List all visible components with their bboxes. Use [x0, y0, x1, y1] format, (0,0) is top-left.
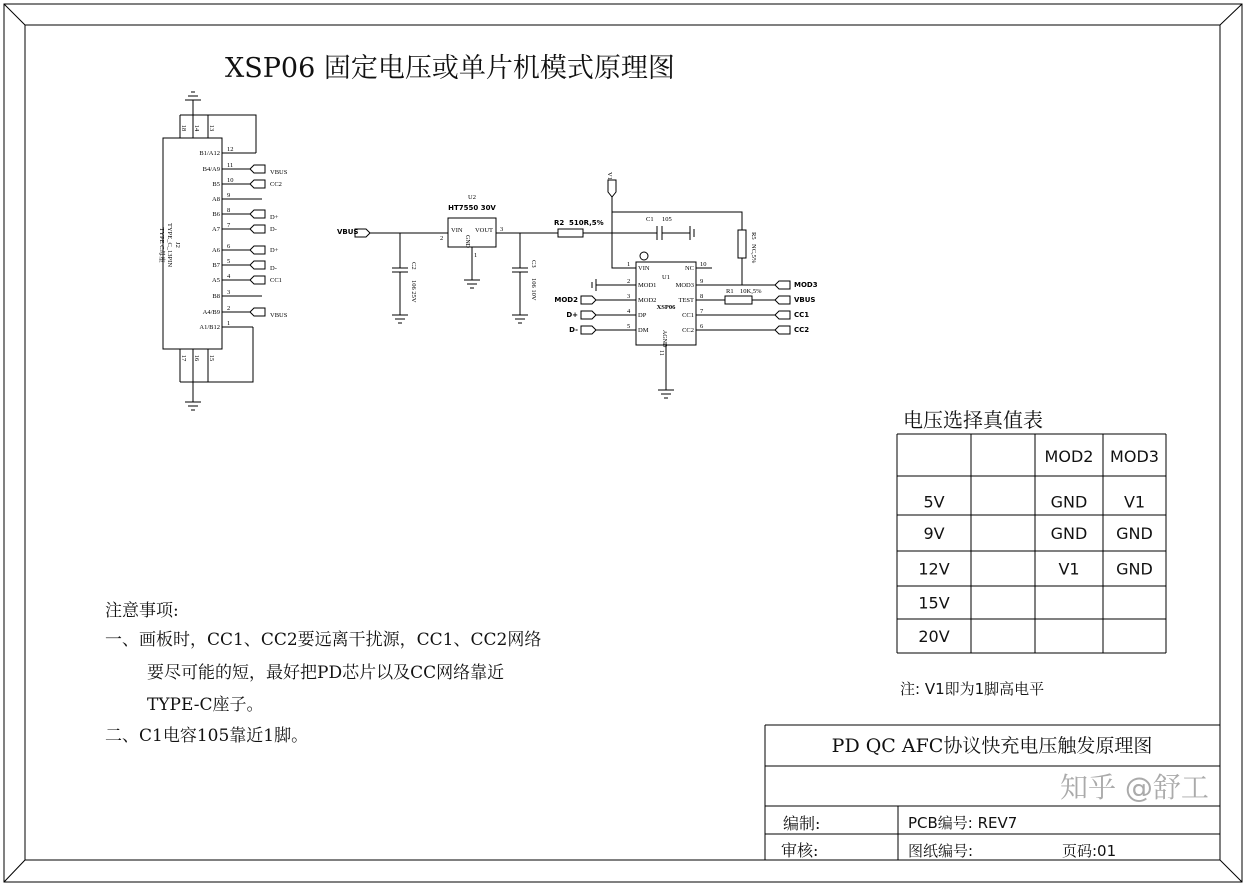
net-label: CC1 — [270, 277, 282, 284]
net-port-icon — [775, 326, 790, 334]
j2-pin-name: B8 — [212, 293, 220, 300]
u2-vin: VIN — [451, 227, 463, 234]
title-block — [765, 725, 1220, 860]
j2-pin-number: 10 — [227, 177, 234, 184]
j2-top-pin: 14 — [193, 124, 200, 132]
net-label: VBUS — [794, 296, 816, 304]
vbus-port-label: VBUS — [337, 228, 359, 236]
u2-vout: VOUT — [474, 227, 493, 234]
note-line: 要尽可能的短，最好把PD芯片以及CC网络靠近 — [147, 663, 505, 683]
net-port-icon — [250, 165, 265, 173]
net-port-icon — [250, 246, 265, 254]
net-label: MOD3 — [794, 281, 818, 289]
table-cell: 9V — [923, 524, 945, 543]
r2-value: 510R,5% — [569, 219, 604, 227]
notes-heading: 注意事项: — [105, 601, 179, 621]
c2-value: 106 25V — [410, 280, 417, 303]
table-cell: V1 — [1123, 492, 1146, 512]
u2-ref: U2 — [468, 194, 476, 201]
u1-pin-number: 7 — [700, 308, 704, 315]
u1-pin-name: CC2 — [682, 327, 694, 334]
j2-pin-name: B1/A12 — [199, 150, 220, 157]
table-cell: 20V — [918, 627, 950, 646]
u1-pin-agnd: 11 — [658, 350, 664, 356]
page-number: 页码:01 — [1062, 842, 1117, 860]
reviewed-by-label: 审核: — [781, 841, 819, 860]
note-line: TYPE-C座子。 — [147, 695, 264, 715]
truth-table — [897, 408, 1166, 698]
u1-pin-name: CC1 — [682, 312, 694, 319]
u2-gnd: GND — [464, 235, 470, 248]
j2-pin-name: B4/A9 — [202, 166, 220, 173]
table-cell: 12V — [918, 559, 950, 579]
j2-pin-number: 4 — [227, 273, 231, 280]
j2-pin-name: B7 — [212, 262, 220, 269]
j2-pin-number: 5 — [227, 258, 231, 265]
j2-top-pin: 18 — [180, 124, 187, 132]
u1-pin-number: 8 — [700, 293, 704, 300]
net-port-icon — [250, 276, 265, 284]
net-label: MOD2 — [554, 296, 578, 304]
truth-table-note: 注: V1即为1脚高电平 — [900, 680, 1045, 698]
j2-bottom-pin: 16 — [193, 354, 200, 362]
r1-ref: R1 — [726, 288, 734, 295]
c3-value: 106 10V — [530, 278, 537, 301]
u1-pin-name: VIN — [638, 265, 650, 272]
j2-pin-number: 9 — [227, 192, 231, 199]
table-cell: V1 — [1058, 559, 1080, 579]
u1-pin-number: 5 — [627, 323, 631, 330]
net-port-icon — [250, 210, 265, 218]
net-port-icon — [250, 180, 265, 188]
j2-pin-name: B6 — [212, 211, 220, 218]
u1-ref: U1 — [662, 274, 670, 281]
table-cell: GND — [1116, 559, 1153, 579]
c1-value: 105 — [662, 216, 672, 223]
drawing-number-label: 图纸编号: — [908, 842, 974, 860]
u1-pin-number: 1 — [627, 261, 631, 268]
u2-part: HT7550 30V — [448, 204, 496, 212]
table-cell: 15V — [918, 593, 950, 613]
net-label: VBUS — [270, 312, 288, 319]
net-label: D- — [569, 326, 578, 334]
u1-pin-number: 2 — [627, 278, 631, 285]
u1-pin-name: MOD2 — [638, 297, 657, 304]
r1-value: 10K,5% — [740, 288, 762, 295]
table-cell: GND — [1116, 524, 1153, 543]
j2-pin-name: A1/B12 — [199, 324, 220, 331]
j2-pin-name: A7 — [212, 226, 220, 233]
net-port-icon — [775, 311, 790, 319]
c1-ref: C1 — [646, 216, 654, 223]
u2-pin-vin: 2 — [440, 235, 444, 242]
net-label: CC1 — [794, 311, 810, 319]
drawn-by-label: 编制: — [783, 814, 821, 833]
net-label: D+ — [566, 311, 578, 319]
r5-value: NC,5% — [750, 244, 757, 264]
v1-port-label: V1 — [606, 172, 613, 180]
r2-ref: R2 — [554, 219, 565, 227]
j2-desc: TYPE C母座 — [158, 227, 165, 263]
u1-pin-name: DM — [638, 327, 649, 334]
table-cell: GND — [1050, 524, 1088, 543]
j2-pin-name: A4/B9 — [202, 309, 220, 316]
u1-part: XSP06 — [656, 304, 676, 311]
net-label: D- — [270, 226, 277, 233]
watermark: 知乎 @舒工 — [1060, 771, 1209, 804]
j2-pin-number: 1 — [227, 320, 231, 327]
j2-ref: J2 — [174, 242, 181, 248]
u1-pin-number: 6 — [700, 323, 704, 330]
j2-pin-name: A5 — [212, 277, 220, 284]
pcb-number: PCB编号: REV7 — [908, 814, 1018, 832]
u2-pin-gnd: 1 — [474, 252, 478, 259]
j2-pin-number: 12 — [227, 146, 234, 153]
table-cell: GND — [1050, 492, 1088, 512]
u1-pin-number: 9 — [700, 278, 704, 285]
net-port-icon — [250, 261, 265, 269]
j2-pin-number: 2 — [227, 305, 231, 312]
u1-pin-name: NC — [684, 265, 694, 272]
net-port-icon — [581, 311, 596, 319]
table-cell: 5V — [923, 492, 945, 512]
j2-pin-number: 3 — [227, 289, 231, 296]
title-block-title: PD QC AFC协议快充电压触发原理图 — [831, 735, 1153, 757]
c2-ref: C2 — [410, 262, 417, 270]
u1-pin-number: 10 — [700, 261, 707, 268]
net-port-icon — [775, 281, 790, 289]
chip-u1 — [554, 172, 817, 398]
j2-pin-name: A6 — [212, 247, 220, 254]
u2-pin-vout: 3 — [500, 226, 504, 233]
u1-pin-number: 4 — [627, 308, 631, 315]
net-label: CC2 — [270, 181, 282, 188]
j2-pin-number: 6 — [227, 243, 231, 250]
u1-pin-number: 3 — [627, 293, 631, 300]
u1-pin-name: MOD1 — [638, 282, 657, 289]
net-label: VBUS — [270, 169, 288, 176]
net-label: D- — [270, 265, 277, 272]
c3-ref: C3 — [530, 260, 537, 268]
j2-pin-number: 8 — [227, 207, 231, 214]
r5-ref: R5 — [750, 232, 757, 240]
net-port-icon — [250, 308, 265, 316]
u1-agnd: AGND — [661, 330, 667, 348]
j2-name: TYPE_C_13PIN — [166, 222, 173, 268]
j2-pin-name: B5 — [212, 181, 220, 188]
u1-pin-name: TEST — [678, 297, 694, 304]
j2-bottom-pin: 17 — [180, 354, 187, 362]
j2-top-pin: 13 — [208, 124, 215, 132]
design-notes — [105, 601, 541, 746]
j2-pin-number: 7 — [227, 222, 231, 229]
table-header-cell: MOD3 — [1110, 447, 1159, 466]
connector-j2 — [158, 92, 288, 410]
u1-pin-name: MOD3 — [675, 282, 694, 289]
j2-pin-number: 11 — [227, 162, 234, 169]
table-header-cell: MOD2 — [1044, 447, 1094, 466]
j2-bottom-pin: 15 — [208, 354, 215, 362]
net-port-icon — [581, 326, 596, 334]
net-label: CC2 — [794, 326, 810, 334]
net-label: D+ — [270, 214, 279, 221]
net-label: D+ — [270, 247, 279, 254]
net-port-icon — [581, 296, 596, 304]
net-port-icon — [775, 296, 790, 304]
u1-pin-name: DP — [638, 312, 647, 319]
net-port-icon — [250, 225, 265, 233]
truth-table-title: 电压选择真值表 — [903, 408, 1043, 432]
page-title: XSP06 固定电压或单片机模式原理图 — [225, 53, 675, 84]
note-line: 一、画板时，CC1、CC2要远离干扰源，CC1、CC2网络 — [105, 630, 542, 650]
j2-pin-name: A8 — [212, 196, 220, 203]
note-line: 二、C1电容105靠近1脚。 — [105, 726, 309, 746]
